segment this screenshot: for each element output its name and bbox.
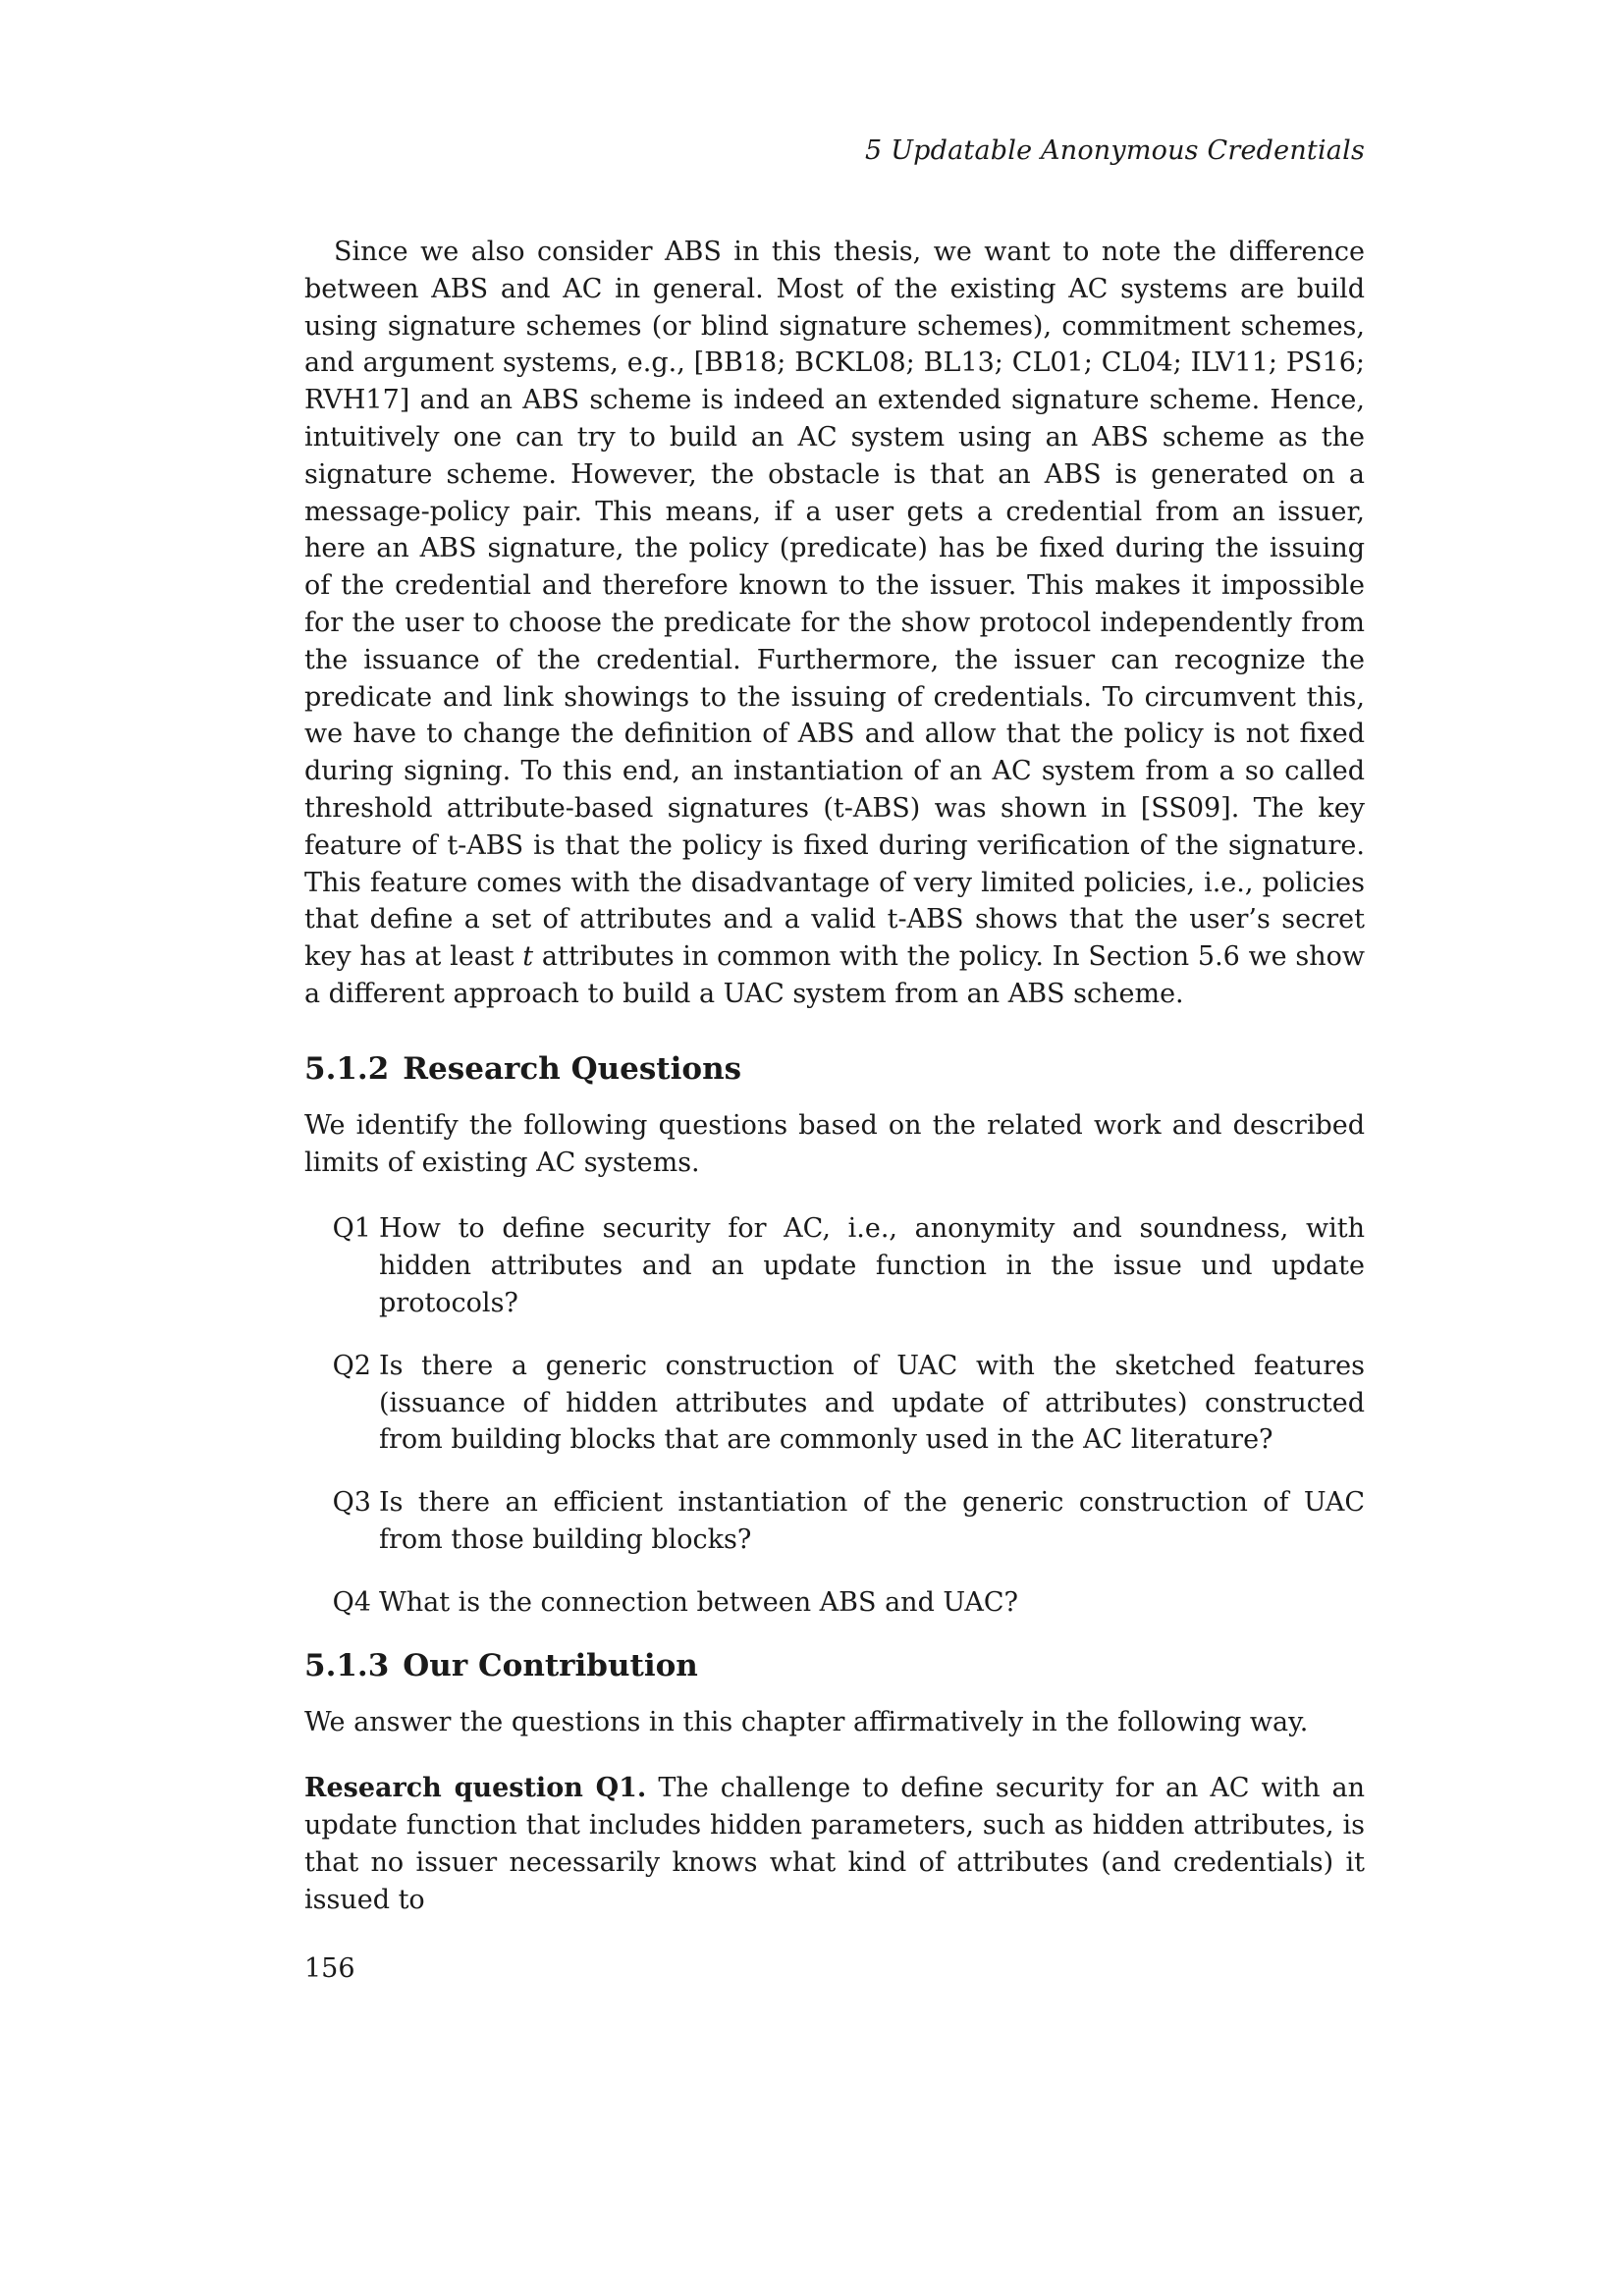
section-number: 5.1.3 [304,1647,390,1683]
question-item [304,1484,1365,1559]
question-text: Is there a generic construction of UAC with the sketched features (issuance of hidden attributes and update of attributes) constructed from building blocks that are commonly used in the AC literature? [379,1350,1365,1456]
rq1-text: The challenge to define security for an AC with an update function that includes hidden parameters, such as hidden attributes, is that no issuer necessarily knows what kind of attributes (and credentials) it issued to [304,1773,1365,1915]
section-title: Our Contribution [403,1647,698,1683]
intro-paragraph-end: attributes in common with the policy. In Section 5.6 we show a different approach to build a UAC system from an ABS scheme. [304,941,1366,1009]
question-label: Q1 [332,1213,371,1245]
question-list [304,1210,1365,1621]
question-label: Q3 [332,1487,371,1519]
running-head: 5 Updatable Anonymous Credentials [865,135,1365,166]
body-text [304,234,1365,1918]
contribution-intro: We answer the questions in this chapter affirmatively in the following way. [304,1706,1309,1737]
question-label: Q2 [332,1350,371,1381]
run-in-heading: Research question Q1. [304,1773,647,1804]
research-questions-intro: We identify the following questions based on the related work and described limits of existing AC systems. [304,1109,1365,1178]
question-text: How to define security for AC, i.e., anonymity and soundness, with hidden attributes and an update function in the issue und update protocols? [379,1213,1365,1318]
question-item [304,1348,1365,1459]
question-text: Is there an efficient instantiation of the generic construction of UAC from those building blocks? [379,1487,1365,1555]
section-number: 5.1.2 [304,1050,390,1087]
section-heading-research-questions [304,1050,1365,1088]
intro-paragraph [304,234,1365,1013]
section-title: Research Questions [403,1050,742,1087]
section-heading-our-contribution [304,1647,1365,1684]
italic-variable: t [522,941,534,973]
research-question-q1-paragraph [304,1770,1365,1918]
document-page [304,0,1365,2296]
question-item [304,1584,1365,1622]
question-text: What is the connection between ABS and UAC? [379,1586,1018,1618]
question-item [304,1210,1365,1321]
page-number: 156 [304,1953,355,1984]
question-label: Q4 [332,1586,371,1618]
intro-paragraph-text: Since we also consider ABS in this thesis, we want to note the difference between ABS and AC in general. Most of the existing AC systems are build using signature schemes (or blind signature schemes), commitment schemes, and argument systems, e.g., [BB18; BCKL08; BL13; CL01; CL04; ILV11; PS16; RVH17] and an ABS scheme is indeed an extended signature scheme. Hence, intuitively one can try to build an AC system using an ABS scheme as the signature scheme. However, the obstacle is that an ABS is generated on a message-policy pair. This means, if a user gets a credential from an issuer, here an ABS signature, the policy (predicate) has be fixed during the issuing of the credential and therefore known to the issuer. This makes it impossible for the user to choose the predicate for the show protocol independently from the issuance of the credential. Furthermore, the issuer can recognize the predicate and link showings to the issuing of credentials. To circumvent this, we have to change the definition of ABS and allow that the policy is not fixed during signing. To this end, an instantiation of an AC system from a so called threshold attribute-based signatures (t-ABS) was shown in [SS09]. The key feature of t-ABS is that the policy is fixed during verification of the signature. This feature comes with the disadvantage of very limited policies, i.e., policies that define a set of attributes and a valid t-ABS shows that the user’s secret key has at least [304,237,1365,973]
